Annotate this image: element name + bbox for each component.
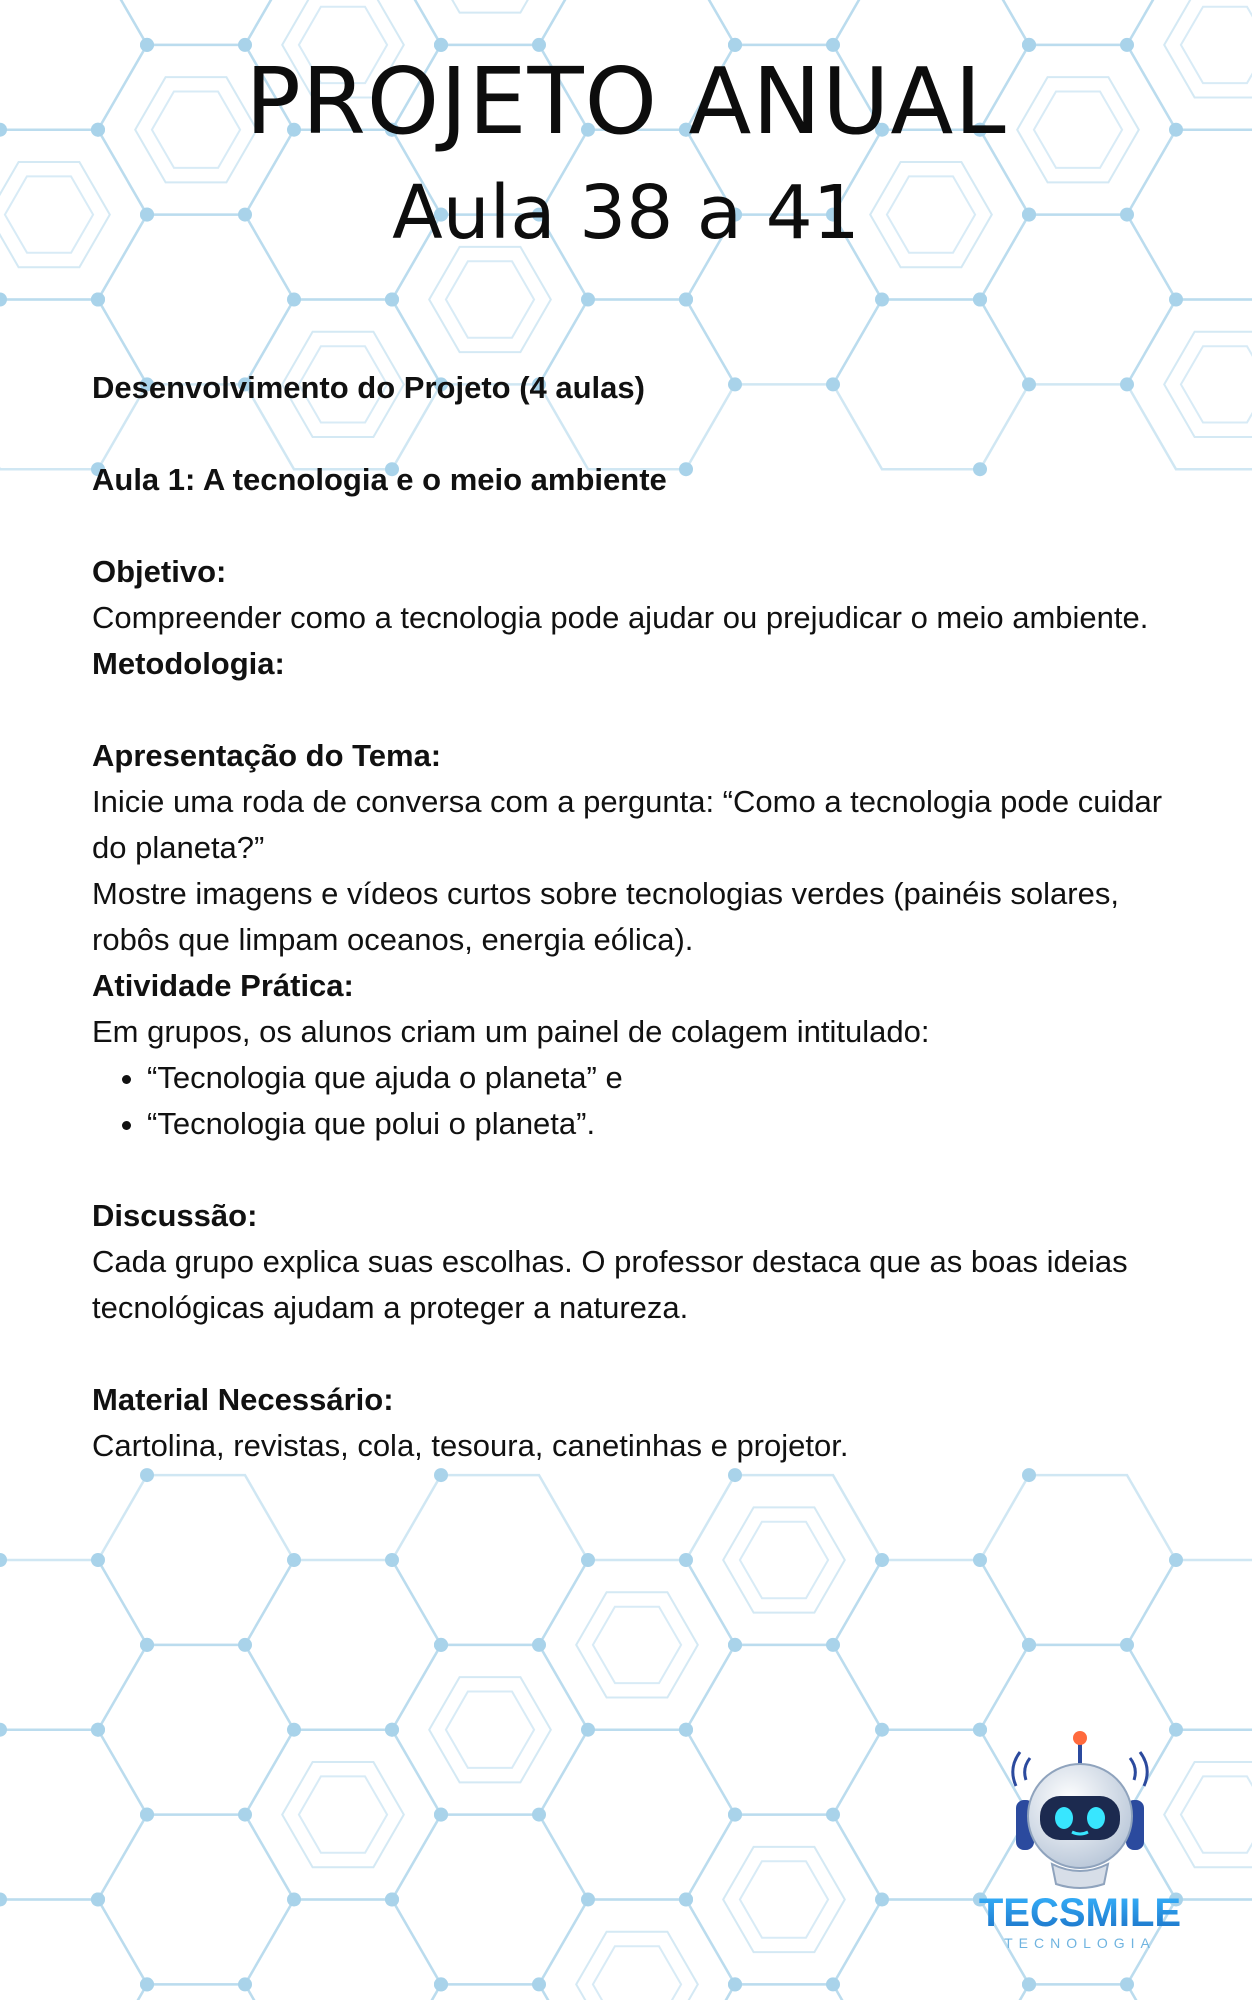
hexagon-shape — [392, 0, 588, 45]
network-node — [728, 1977, 742, 1991]
lesson-title: Aula 1: A tecnologia e o meio ambiente — [92, 462, 667, 497]
presentation-text: Mostre imagens e vídeos curtos sobre tecnologias verdes (painéis solares, robôs que limpam oceanos, energia eólica). — [92, 876, 1119, 957]
hexagon-shape — [446, 1692, 534, 1768]
hexagon-shape — [539, 1730, 735, 1900]
hexagon-shape — [446, 261, 534, 337]
hexagon-shape — [576, 1592, 698, 1697]
hexagon-shape — [299, 1776, 387, 1852]
hexagon-shape — [245, 1900, 441, 2000]
network-node — [1022, 1468, 1036, 1482]
hexagon-shape — [833, 1560, 1029, 1730]
network-node — [238, 1977, 252, 1991]
network-node — [532, 1638, 546, 1652]
network-node — [434, 1808, 448, 1822]
hexagon-shape — [593, 1946, 681, 2000]
spacer — [92, 503, 1172, 549]
hexagon-shape — [0, 1730, 147, 1900]
tecsmile-logo — [960, 1720, 1200, 1960]
list-item: • “Tecnologia que ajuda o planeta” e — [147, 1055, 1172, 1101]
network-node — [238, 1808, 252, 1822]
material-text: Cartolina, revistas, cola, tesoura, canetinhas e projetor. — [92, 1428, 849, 1463]
network-node — [140, 1808, 154, 1822]
hexagon-shape — [392, 1984, 588, 2000]
hexagon-shape — [282, 1762, 404, 1867]
hexagon-shape — [593, 1607, 681, 1683]
network-node — [826, 1638, 840, 1652]
hexagon-shape — [98, 1984, 294, 2000]
hexagon-shape — [740, 1861, 828, 1937]
hexagon-shape — [980, 0, 1176, 45]
hexagon-shape — [392, 1475, 588, 1645]
list-item: • “Tecnologia que polui o planeta”. — [147, 1101, 1172, 1147]
network-node — [1022, 1977, 1036, 1991]
network-node — [140, 1977, 154, 1991]
hexagon-shape — [576, 1932, 698, 2000]
hexagon-shape — [0, 1560, 147, 1730]
hexagon-shape — [723, 1847, 845, 1952]
hexagon-shape — [0, 1900, 147, 2000]
hexagon-shape — [98, 1815, 294, 1985]
hexagon-shape — [98, 0, 294, 45]
document-body — [92, 365, 1172, 1469]
network-node — [140, 1638, 154, 1652]
hexagon-shape — [686, 1815, 882, 1985]
network-node — [1120, 1977, 1134, 1991]
hexagon-shape — [392, 1645, 588, 1815]
network-node — [728, 1468, 742, 1482]
spacer — [92, 1147, 1172, 1193]
hexagon-shape — [245, 1560, 441, 1730]
spacer — [92, 411, 1172, 457]
hexagon-shape — [98, 1475, 294, 1645]
network-node — [532, 1808, 546, 1822]
network-node — [532, 1977, 546, 1991]
hexagon-shape — [245, 1730, 441, 1900]
section-title: Desenvolvimento do Projeto (4 aulas) — [92, 370, 645, 405]
spacer — [92, 1331, 1172, 1377]
hexagon-shape — [740, 1522, 828, 1598]
network-node — [140, 1468, 154, 1482]
hexagon-shape — [539, 1900, 735, 2000]
network-node — [826, 1808, 840, 1822]
hexagon-shape — [686, 1645, 882, 1815]
hexagon-shape — [429, 1677, 551, 1782]
hexagon-shape — [686, 1475, 882, 1645]
network-node — [434, 1468, 448, 1482]
network-node — [238, 1638, 252, 1652]
presentation-label: Apresentação do Tema: — [92, 738, 442, 773]
robot-icon — [1013, 1731, 1147, 1888]
spacer — [92, 687, 1172, 733]
discussion-label: Discussão: — [92, 1198, 258, 1233]
logo-tagline-text: TECNOLOGIA — [1004, 1935, 1156, 1951]
hexagon-shape — [686, 1984, 882, 2000]
hexagon-shape — [980, 1475, 1176, 1645]
hexagon-shape — [723, 1507, 845, 1612]
page-subtitle: Aula 38 a 41 — [392, 170, 860, 256]
hexagon-shape — [539, 1560, 735, 1730]
page-title: PROJETO ANUAL — [245, 48, 1007, 155]
hexagon-shape — [1181, 346, 1252, 422]
objective-text: Compreender como a tecnologia pode ajudar ou prejudicar o meio ambiente. — [92, 600, 1149, 635]
hexagon-shape — [98, 1645, 294, 1815]
network-node — [1022, 1638, 1036, 1652]
logo-brand-text: TECSMILE — [978, 1891, 1182, 1935]
hexagon-shape — [1127, 1560, 1252, 1730]
network-node — [728, 1638, 742, 1652]
hexagon-shape — [392, 1815, 588, 1985]
activity-label: Atividade Prática: — [92, 968, 354, 1003]
hexagon-shape — [1164, 332, 1252, 437]
activity-list — [92, 1055, 1172, 1147]
objective-label: Objetivo: — [92, 554, 227, 589]
network-node — [1120, 1638, 1134, 1652]
network-node — [434, 1638, 448, 1652]
hexagon-shape — [429, 0, 551, 13]
methodology-label: Metodologia: — [92, 646, 285, 681]
hexagon-shape — [686, 0, 882, 45]
network-node — [434, 1977, 448, 1991]
hexagon-shape — [429, 247, 551, 352]
network-node — [826, 1977, 840, 1991]
network-node — [728, 1808, 742, 1822]
presentation-text: Inicie uma roda de conversa com a pergunta: “Como a tecnologia pode cuidar do planeta?” — [92, 784, 1163, 865]
hexagon-shape — [980, 1984, 1176, 2000]
activity-text: Em grupos, os alunos criam um painel de colagem intitulado: — [92, 1014, 930, 1049]
discussion-text: Cada grupo explica suas escolhas. O professor destaca que as boas ideias tecnológicas ajudam a proteger a natureza. — [92, 1244, 1128, 1325]
material-label: Material Necessário: — [92, 1382, 394, 1417]
